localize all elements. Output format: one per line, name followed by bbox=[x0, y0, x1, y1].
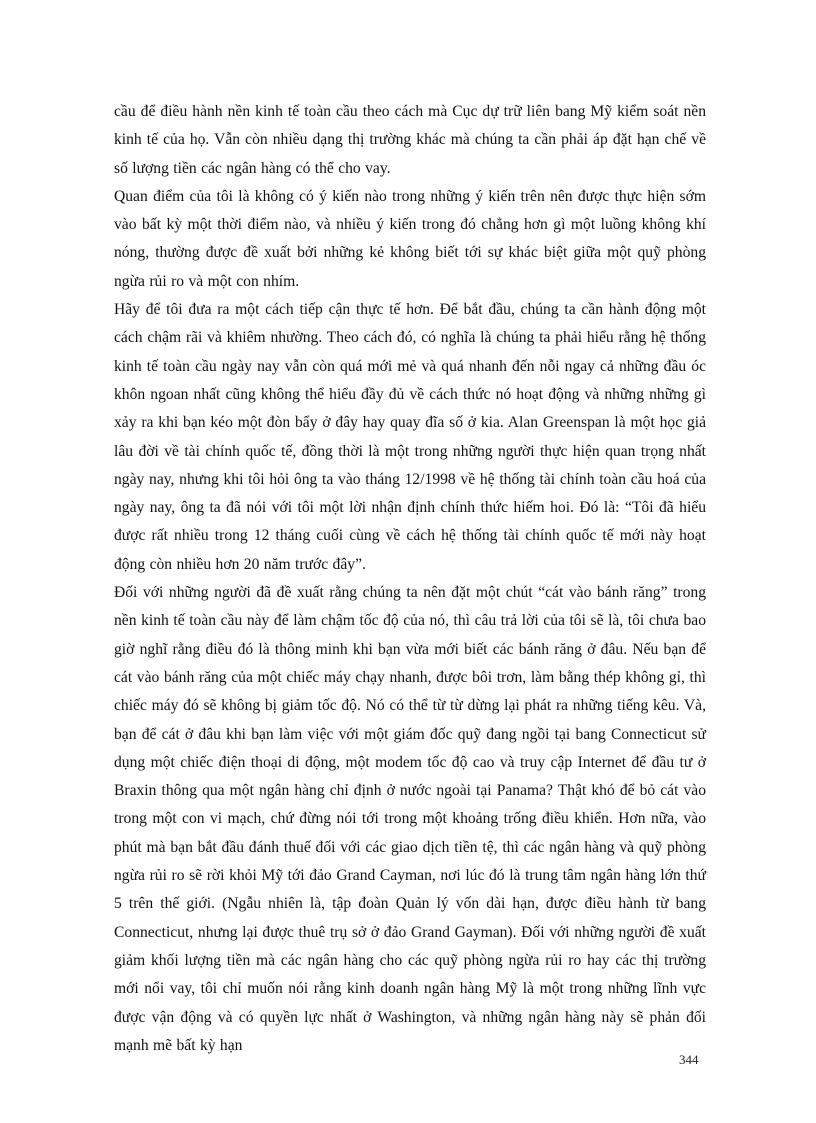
body-text bbox=[114, 98, 706, 1060]
paragraph-2: Quan điểm của tôi là không có ý kiến nào trong những ý kiến trên nên được thực hiện sớm vào bất kỳ một thời điểm nào, và nhiều ý kiến trong đó chẳng hơn gì một luồng không khí nóng, thường được đề xuất bởi những kẻ không biết tới sự khác biệt giữa một quỹ phòng ngừa rủi ro và một con nhím. bbox=[114, 187, 706, 290]
paragraph-1: cầu để điều hành nền kinh tế toàn cầu theo cách mà Cục dự trữ liên bang Mỹ kiểm soát nền kinh tế của họ. Vẫn còn nhiều dạng thị trường khác mà chúng ta cần phải áp đặt hạn chế về số lượng tiền các ngân hàng có thể cho vay. bbox=[114, 103, 706, 177]
paragraph-4: Đối với những người đã đề xuất rằng chúng ta nên đặt một chút “cát vào bánh răng” trong nền kinh tế toàn cầu này để làm chậm tốc độ của nó, thì câu trả lời của tôi sẽ là, tôi chưa bao giờ nghĩ rằng điều đó là thông minh khi bạn vừa mới biết các bánh răng ở đâu. Nếu bạn để cát vào bánh răng của một chiếc máy chạy nhanh, được bôi trơn, làm bằng thép không gỉ, thì chiếc máy đó sẽ không bị giảm tốc độ. Nó có thể từ từ dừng lại phát ra những tiếng kêu. Và, bạn để cát ở đâu khi bạn làm việc với một giám đốc quỹ đang ngồi tại bang Connecticut sử dụng một chiếc điện thoại di động, một modem tốc độ cao và truy cập Internet để đầu tư ở Braxin thông qua một ngân hàng chỉ định ở nước ngoài tại Panama? Thật khó để bỏ cát vào trong một con vi mạch, chứ đừng nói tới trong một khoảng trống điều khiển. Hơn nữa, vào phút mà bạn bắt đầu đánh thuế đối với các giao dịch tiền tệ, thì các ngân hàng và quỹ phòng ngừa rủi ro sẽ rời khỏi Mỹ tới đảo Grand Cayman, nơi lúc đó là trung tâm ngân hàng lớn thứ 5 trên thế giới. (Ngẫu nhiên là, tập đoàn Quản lý vốn dài hạn, được điều hành từ bang Connecticut, nhưng lại được thuê trụ sở ở đảo Grand Gayman). Đối với những người đề xuất giảm khối lượng tiền mà các ngân hàng cho các quỹ phòng ngừa rủi ro hay các thị trường mới nổi vay, tôi chỉ muốn nói rằng kinh doanh ngân hàng Mỹ là một trong những lĩnh vực được vận động và có quyền lực nhất ở Washington, và những ngân hàng này sẽ phản đối mạnh mẽ bất kỳ hạn bbox=[114, 584, 706, 1054]
paragraph-3: Hãy để tôi đưa ra một cách tiếp cận thực tế hơn. Để bắt đầu, chúng ta cần hành động một cách chậm rãi và khiêm nhường. Theo cách đó, có nghĩa là chúng ta phải hiểu rằng hệ thống kinh tế toàn cầu ngày nay vẫn còn quá mới mẻ và quá nhanh đến nỗi ngay cả những đầu óc khôn ngoan nhất cũng không thể hiểu đầy đủ về cách thức nó hoạt động và những những gì xảy ra khi bạn kéo một đòn bẩy ở đây hay quay đĩa số ở kia. Alan Greenspan là một học giả lâu đời về tài chính quốc tế, đồng thời là một trong những người thực hiện quan trọng nhất ngày nay, nhưng khi tôi hỏi ông ta vào tháng 12/1998 về hệ thống tài chính toàn cầu hoá của ngày nay, ông ta đã nói với tôi một lời nhận định chính thức hiếm hoi. Đó là: “Tôi đã hiểu được rất nhiều trong 12 tháng cuối cùng về cách hệ thống tài chính quốc tế mới này hoạt động còn nhiều hơn 20 năm trước đây”. bbox=[114, 301, 706, 573]
page-number: 344 bbox=[679, 1052, 699, 1067]
